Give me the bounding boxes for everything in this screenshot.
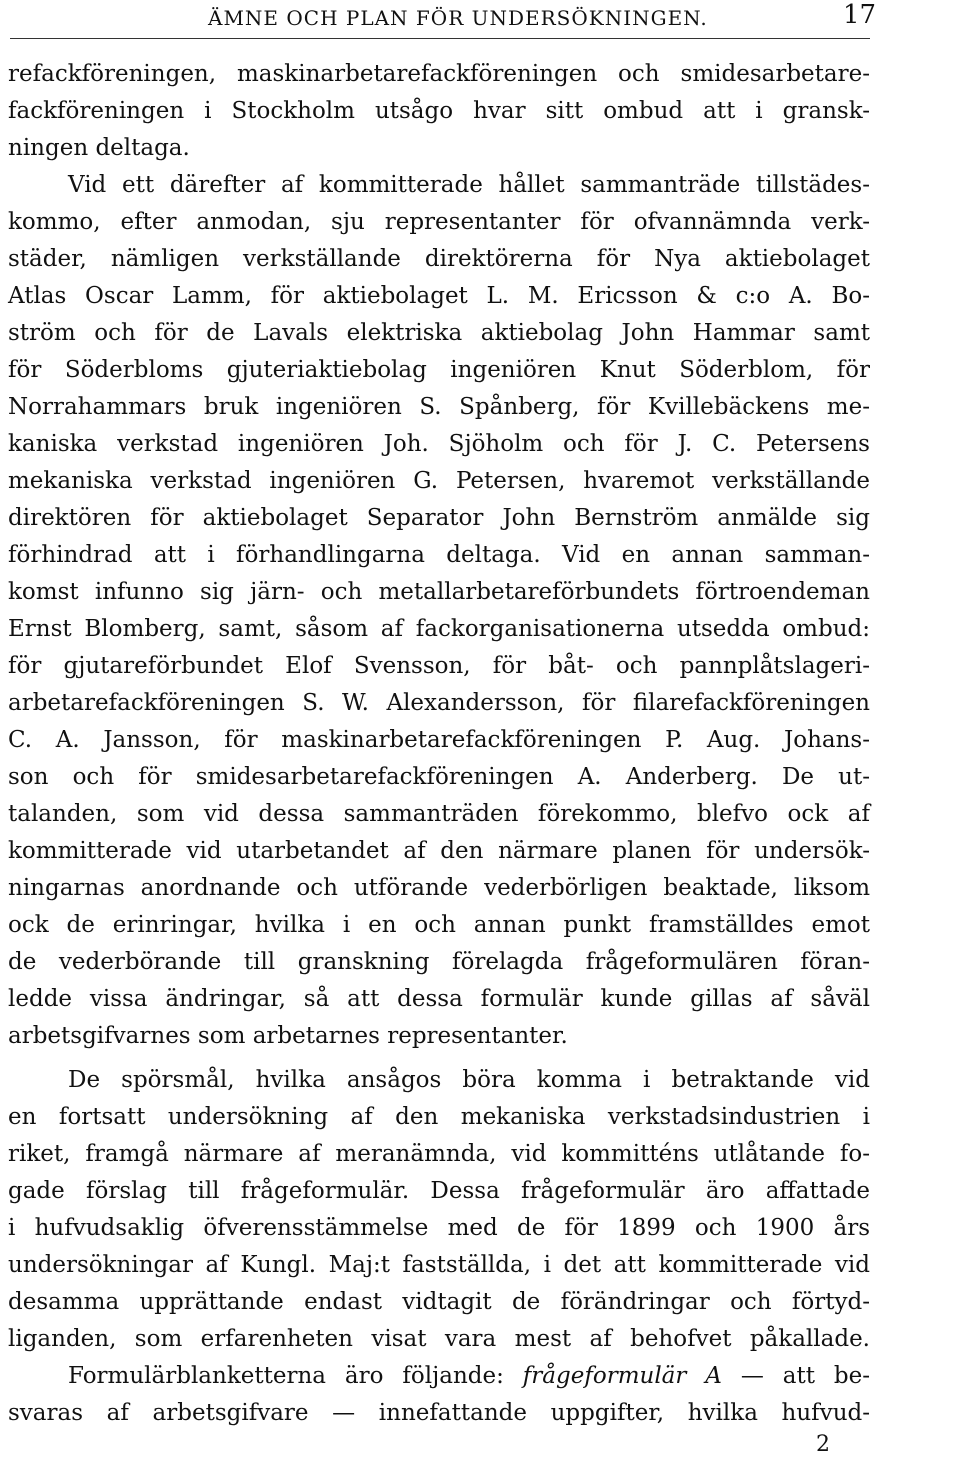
text-line: mekaniska verkstad ingeniören G. Petersen, hvaremot verkställande [8,468,870,494]
signature-mark: 2 [816,1432,830,1457]
text-line: komst infunno sig järn- och metallarbetareförbundets förtroendeman [8,579,870,605]
text-line: son och för smidesarbetarefackföreningen A. Anderberg. De ut- [8,764,870,790]
text-line: svaras af arbetsgifvare — innefattande uppgifter, hvilka hufvud- [8,1400,870,1426]
text-line: fackföreningen i Stockholm utsågo hvar sitt ombud att i gransk- [8,98,870,124]
text-line: direktören för aktiebolaget Separator John Bernström anmälde sig [8,505,870,531]
text-line: Vid ett därefter af kommitterade hållet sammanträde tillstädes- [68,172,870,198]
text-line: ningen deltaga. [8,135,190,161]
text-line: gade förslag till frågeformulär. Dessa frågeformulär äro affattade [8,1178,870,1204]
text-line: kommitterade vid utarbetandet af den närmare planen för undersök- [8,838,870,864]
text-line [68,1356,870,1396]
text-line: arbetsgifvarnes som arbetarnes representanter. [8,1023,568,1049]
header-rule [10,38,870,39]
text-line: C. A. Jansson, för maskinarbetarefackföreningen P. Aug. Johans- [8,727,870,753]
text-segment: — att be- [721,1363,870,1389]
text-line: ningarnas anordnande och utförande vederbörligen beaktade, liksom [8,875,870,901]
text-line: Atlas Oscar Lamm, för aktiebolaget L. M. Ericsson & c:o A. Bo- [8,283,870,309]
text-line: Norrahammars bruk ingeniören S. Spånberg, för Kvillebäckens me- [8,394,870,420]
text-line: ledde vissa ändringar, så att dessa formulär kunde gillas af såväl [8,986,870,1012]
text-line: Ernst Blomberg, samt, såsom af fackorganisationerna utsedda ombud: [8,616,870,642]
text-line: ock de erinringar, hvilka i en och annan punkt framställdes emot [8,912,870,938]
text-line: desamma upprättande endast vidtagit de förändringar och förtyd- [8,1289,870,1315]
text-line: arbetarefackföreningen S. W. Alexandersson, för filarefackföreningen [8,690,870,716]
text-line: undersökningar af Kungl. Maj:t fastställda, i det att kommitterade vid [8,1252,870,1278]
text-line: kommo, efter anmodan, sju representanter för ofvannämnda verk- [8,209,870,235]
text-line: talanden, som vid dessa sammanträden förekommo, blefvo ock af [8,801,870,827]
text-line: liganden, som erfarenheten visat vara mest af behofvet påkallade. [8,1326,870,1352]
running-title: ÄMNE OCH PLAN FÖR UNDERSÖKNINGEN. [208,6,708,30]
text-line: i hufvudsaklig öfverensstämmelse med de för 1899 och 1900 års [8,1215,870,1241]
text-line: ström och för de Lavals elektriska aktiebolag John Hammar samt [8,320,870,346]
italic-term: frågeformulär A [522,1363,722,1389]
text-line: kaniska verkstad ingeniören Joh. Sjöholm och för J. C. Petersens [8,431,870,457]
text-line: städer, nämligen verkställande direktörerna för Nya aktiebolaget [8,246,870,272]
page-number: 17 [843,0,877,30]
text-segment: Formulärblanketterna äro följande: [68,1363,523,1389]
text-line: för gjutareförbundet Elof Svensson, för båt- och pannplåtslageri- [8,653,870,679]
text-line: riket, framgå närmare af meranämnda, vid kommitténs utlåtande fo- [8,1141,870,1167]
text-line: förhindrad att i förhandlingarna deltaga. Vid en annan samman- [8,542,870,568]
text-line: en fortsatt undersökning af den mekaniska verkstadsindustrien i [8,1104,870,1130]
text-line: de vederbörande till granskning förelagda frågeformulären föran- [8,949,870,975]
text-line: för Söderbloms gjuteriaktiebolag ingeniören Knut Söderblom, för [8,357,870,383]
text-line: De spörsmål, hvilka ansågos böra komma i betraktande vid [68,1067,870,1093]
running-header [0,0,960,36]
text-line: refackföreningen, maskinarbetarefackföreningen och smidesarbetare- [8,61,870,87]
